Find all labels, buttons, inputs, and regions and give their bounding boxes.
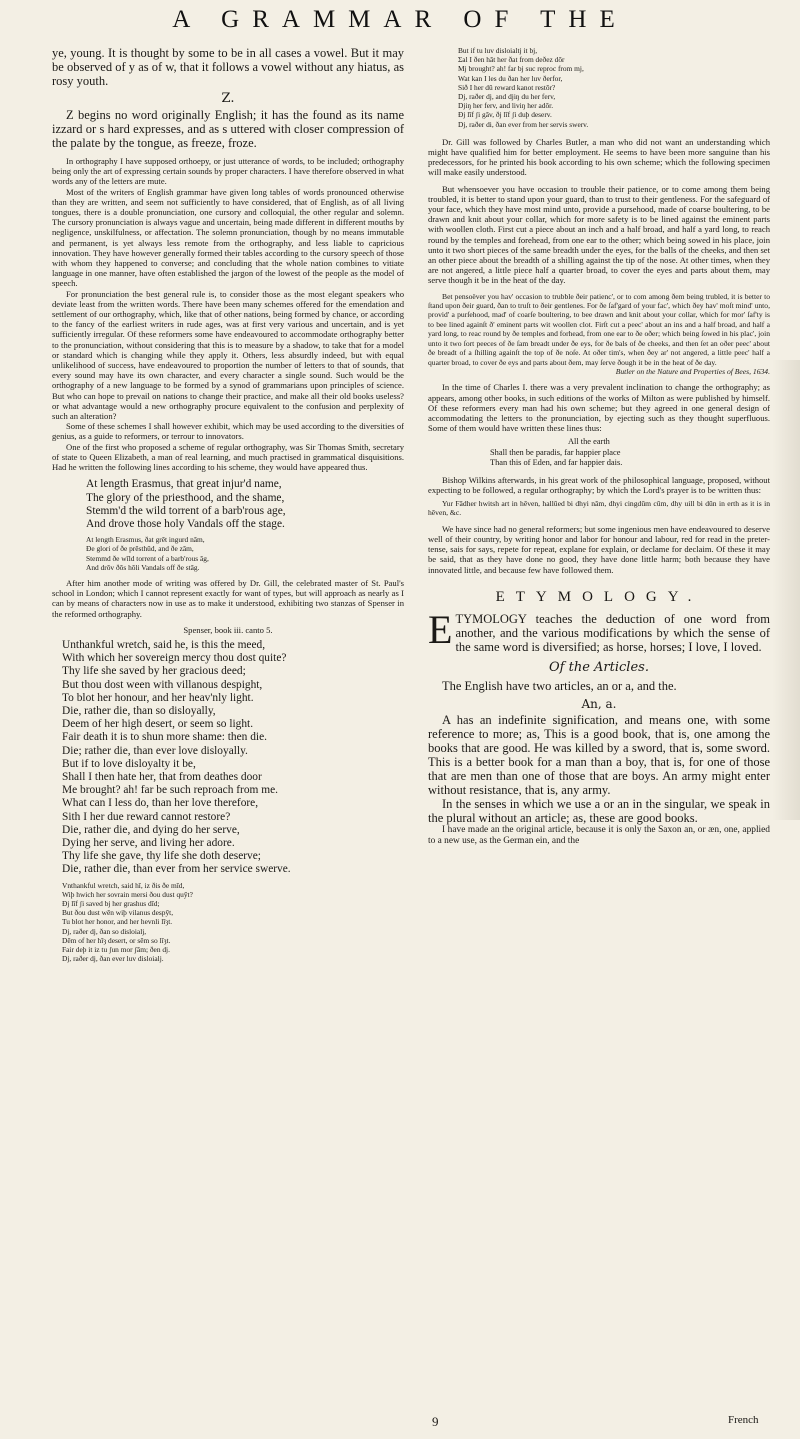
para-butler-common: But whensoever you have occasion to trouble their patience, or to come among them being troubled, it is better to stand upon your guard, than to trust to their gentleness. For the safeguard of your face, which they have most mind unto, provide a pursehood, made of coarse boultering, to be drawn and knit about your collar, which for more safety is to be lined against the eminent parts with woollen cloth. First cut a piece about an inch and a half broad, and half a yard long, to reach round by the temples and forehead, from one ear to the other; which being sowed in his place, join unto it two short pieces of the same breadth under the eyes, for the balls of the cheeks, and then set an other piece about the breadth of a shilling against the tip of the nose. At other times, when they are not angered, a little piece half a quarter broad, to cover the eyes and parts about them, may serve though it be in the heat of the day.	[428, 183, 770, 286]
verse-line: Dj, raðer dj, and djiŋ du her ferv,	[458, 92, 556, 102]
verse-line: Thy life she saved by her gracious deed;	[62, 665, 246, 678]
para-orthography-2: Most of the writers of English grammar have given long tables of words pronounced otherwise than they are written, and seem not sufficiently to have considered, that of English, as of all living tongues, there is a double pronunciation, one cursory and colloquial, the other regular and solemn. The cursory pronunciation is always vague and uncertain, being made different in different mouths by negligence, unskilfulness, or affectation. The solemn pronunciation, though by no means immutable and permanent, is yet always less remote from the orthography, and less liable to capricious innovation. They have however generally formed their tables according to the cursory speech of those with whom they happened to converse; and concluding that the whole nation combines to vitiate language in one manner, have often established the jargon of the lowest of the people as the model of speech.	[52, 186, 404, 289]
letter-z-heading: Z.	[221, 91, 235, 106]
verse-line: Die, rather die, than so disloyally,	[62, 704, 216, 717]
para-butler-phonetic: Bet pensoëver you hav' occasion to trubble ðeir patienc', or to com among ðem being trubled, it is better to ſtand upon ðeir guard, ðan to truſt to ðeir gentlenes. For ðe ſaf'gard of your fac', which ðey hav' moſt mind' unto, provid' a purſehood, mad' of coarſe boultering, to bee drawn and knit about your collar, which for mor' ſaf'ty is to bee lined againſt ð' eminent parts wit woollen clot. Firſt cut a peec' about an ins and a half broad, and half a yard long, to reac round by ðe temples and forhead, from one ear to ðe oðer; which being ſowed in his plac', join unto it two ſort peeces of ðe ſam breadt under ðe eys, for ðe bals of ðe cheeks, and then ſet an oðer peec' about ðe breadt of a ſhilling againſt the top of ðe noſe. At oðer tim's, when ðey ar' not angered, a little peec' half a quarter broad, to cover ðe eys and parts about ðem, may ſerve ðough it be in the heat of ðe day.	[428, 291, 770, 367]
para-an: A has an indefinite signification, and means one, with some reference to more; as, This is a good book, that is, one among the books that are good. He was killed by a sword, that is, some sword. This is a better book for a man than a boy, that is, for one of those that are men than one of those that are boys. An army might enter without resistance, that is, any army.	[428, 712, 770, 797]
verse-line: Mj brought? ah! far bj suc reproc from mj,	[458, 64, 584, 74]
articles-heading: Of the Articles.	[549, 659, 649, 675]
signature-mark: 9	[432, 1414, 439, 1429]
para-etymology	[428, 606, 770, 654]
verse-line: Stemm'd the wild torrent of a barb'rous age,	[86, 504, 286, 517]
verse-line: But ðou dust wēn wiþ vilanus despȳt,	[62, 908, 174, 918]
verse-line: Fair deþ it iz tu ʃun mor ʃām; ðen dj.	[62, 945, 170, 955]
verse-line: Sið I her dū reward kanot restōr?	[458, 82, 556, 92]
para-saxon: I have made an the original article, because it is only the Saxon an, or æn, one, applied to a new use, as the German ein, and the	[428, 824, 770, 846]
verse-erasmus-common	[52, 478, 404, 531]
para-plural: In the senses in which we use a or an in the singular, we speak in the plural without an article; as, these are good books.	[428, 796, 770, 825]
verse-line: Wiþ hwich her sovrain mersi ðou dust quȳt?	[62, 889, 193, 899]
verse-line: Dj, raðer di, ðan ever from her servis swerv.	[458, 119, 589, 129]
verse-line: But if to love disloyalty it be,	[62, 757, 196, 770]
para-orthography-4: Some of these schemes I shall however exhibit, which may be used according to the diversities of genius, as a guide to reformers, or terrour to innovators.	[52, 421, 404, 442]
para-charles: In the time of Charles I. there was a very prevalent inclination to change the orthography; as appears, among other books, in such editions of the works of Milton as were published by himself. Of these reformers every man had his own scheme; but they agreed in one general design of accommodating the letters to the pronunciation, by ejecting such as they thought superfluous. Some of them would have written these lines thus:	[428, 382, 770, 434]
spenser-reference: Spenser, book iii. canto 5.	[183, 624, 273, 635]
para-articles: The English have two articles, an or a, and the.	[442, 678, 677, 693]
verse-line: Shall then be paradis, far happier place	[490, 447, 621, 457]
verse-line: Djiŋ her ferv, and liviŋ her adōr.	[458, 101, 554, 111]
milton-verse	[428, 437, 770, 468]
verse-line: Ðj līf ʃi saved bj her grashus dīd;	[62, 899, 160, 908]
para-y-young: ye, young. It is thought by some to be in all cases a vowel. But it may be observed of y as of w, that it follows a vowel without any hiatus, as rosy youth.	[52, 46, 404, 88]
verse-erasmus-phonetic	[52, 535, 404, 572]
verse-line: What can I less do, than her love therefore,	[62, 797, 259, 810]
verse-line: Me brought? ah! far be such reproach from me.	[62, 784, 279, 797]
para-z: Z begins no word originally English; it has the found as its name izzard or s hard expresses, and as s uttered with closer compression of the palate by the tongue, as freeze, froze.	[52, 108, 404, 150]
verse-line: Unthankful wretch, said he, is this the meed,	[62, 638, 266, 651]
verse-line: Die, rather die, than ever from her service swerve.	[62, 863, 291, 876]
an-a-heading: An, a.	[581, 696, 617, 711]
verse-line: But thou dost ween with villanous despight,	[62, 678, 263, 691]
verse-line: At length Erasmus, that great injur'd name,	[86, 478, 282, 491]
verse-line: But if tu luv disloialtj it bj,	[458, 46, 538, 55]
verse-line: Stemmd ðe wīld torrent of a barb'rous āg,	[86, 553, 209, 563]
left-column	[52, 46, 404, 963]
verse-line: With which her sovereign mercy thou dost quite?	[62, 652, 287, 665]
verse-line: Dying her serve, and living her adore.	[62, 836, 235, 849]
verse-line: Fair death it is to shun more shame: then die.	[62, 731, 267, 744]
verse-line: Ʃal I ðen hāt her ðat from deðez dōr	[458, 55, 565, 65]
para-orthography-3: For pronunciation the best general rule is, to consider those as the most elegant speakers who deviate least from the written words. There have been many schemes offered for the emendation and settlement of our orthography, which, like that of other nations, being formed by chance, or according to the fancy of the earliest writers in rude ages, was at first very various and uncertain, and is yet sufficiently irregular. Of these reformers some have endeavoured to accommodate orthography better to the pronunciation, without considering that this is to measure by a shadow, to take that for a model or standard which is changing while they apply it. Others, less absurdly indeed, but with equal unlikelihood of success, have endeavoured to proportion the number of letters to that of sounds, that every sound may have its own character, and every character a single sound. Such would be the orthography of a new language to be formed by a synod of grammarians upon principles of science. But who can hope to prevail on nations to change their practice, and make all their old books useless? or what advantage would a new orthography procure equivalent to the confusion and perplexity of such an alteration?	[52, 288, 404, 422]
verse-line: Than this of Eden, and far happier dais.	[490, 458, 623, 468]
verse-line: At length Erasmus, ðat grēt ingurd nām,	[86, 535, 205, 545]
verse-line: Wat kan I les du ðan her luv ðerfor,	[458, 73, 563, 83]
verse-line: And drove those holy Vandals off the stage.	[86, 517, 285, 530]
catchword: French	[728, 1414, 759, 1426]
verse-line: Dj, raðer dj, ðan ever luv disloialj.	[62, 954, 164, 964]
verse-line: Ðj līf ʃi gāv, ðj līf ʃi duþ deserv.	[458, 110, 552, 120]
verse-line: All the earth	[568, 437, 610, 447]
verse-line: Shall I then hate her, that from deathes door	[62, 770, 262, 783]
verse-line: Tu blot her honor, and her hevnli līȝt.	[62, 917, 173, 927]
para-gill: After him another mode of writing was offered by Dr. Gill, the celebrated master of St. Paul's school in London; which I cannot represent exactly for want of types, but will approach as nearly as I can by means of characters now in use as to make it understood, exhibiting two stanzas of Spenser in the reformed orthography.	[52, 577, 404, 619]
verse-line: Thy life she gave, thy life she doth deserve;	[62, 850, 261, 863]
verse-line: Die; rather die, than ever love disloyally.	[62, 744, 248, 757]
verse-line: Dj, raðer dj, ðan so disloialj,	[62, 926, 147, 936]
spenser-stanza-phonetic-1	[52, 881, 404, 964]
verse-line: Ðe glori of ðe prēsthūd, and ðe zām,	[86, 544, 194, 554]
verse-line: Die, rather die, and dying do her serve,	[62, 823, 240, 836]
etymology-text: TYMOLOGY teaches the deduction of one word from another, and the various modifications by which the sense of the same word is diversified; as horse, horses; I love, I loved.	[455, 611, 770, 654]
para-reformers: We have since had no general reformers; but some ingenious men have endeavoured to deserve well of their country, by writing honor and labor for honour and labour, red for read in the preter-tense, sais for says, repete for repeat, explane for explain, or declame for declaim. Of these it may be said, that as they have done no good, they have done little harm; both because they have innovated little, and because few have followed them.	[428, 523, 770, 575]
right-column	[428, 46, 770, 847]
para-orthography-1: In orthography I have supposed orthoepy, or just utterance of words, to be included; orthography being only the art of expressing certain sounds by proper characters. I have therefore observed in what words any of the letters are mute.	[52, 156, 404, 187]
para-butler-intro: Dr. Gill was followed by Charles Butler, a man who did not want an understanding which might have qualified him for better employment. He seems to have been more sanguine than his predecessors, for he printed his book according to his own scheme; which the following specimen will make easily understood.	[428, 136, 770, 178]
verse-line: Deem of her high desert, or seem so light.	[62, 718, 254, 731]
drop-cap: E	[428, 606, 453, 652]
para-smith: One of the first who proposed a scheme of regular orthography, was Sir Thomas Smith, secretary of state to Queen Elizabeth, a man of real learning, and much practised in grammatical disquisitions. Had he written the following lines according to his scheme, they would have appeared thus.	[52, 441, 404, 473]
spenser-stanzas-common	[52, 639, 404, 877]
etymology-heading: ETYMOLOGY.	[495, 588, 703, 605]
verse-line: Dēm of her hīȝ desert, or sēm so līȝt.	[62, 935, 171, 945]
verse-line: Vnthankful wretch, said hī, iz ðis ðe mīd,	[62, 880, 185, 890]
butler-source: Butler on the Nature and Properties of Bees, 1634.	[615, 366, 770, 376]
lords-prayer-phonetic: Yur Fādher hwitsh art in hēven, hallūed bi dhyi nām, dhyi cingdūm cūm, dhy uill bi dūn in erth as it is in hēven, &c.	[428, 498, 770, 518]
verse-line: Sith I her due reward cannot restore?	[62, 810, 231, 823]
para-wilkins: Bishop Wilkins afterwards, in his great work of the philosophical language, proposed, without expecting to be followed, a regular orthography; by which the Lord's prayer is to be written thus:	[428, 474, 770, 495]
verse-line: And drōv ðōs hōli Vandals off ðe stāg.	[86, 562, 200, 572]
spenser-stanza-phonetic-2	[428, 46, 770, 129]
running-head: A GRAMMAR OF THE	[172, 6, 628, 33]
page-shadow	[772, 360, 800, 820]
verse-line: The glory of the priesthood, and the shame,	[86, 491, 285, 504]
verse-line: To blot her honour, and her heav'nly light.	[62, 691, 254, 704]
